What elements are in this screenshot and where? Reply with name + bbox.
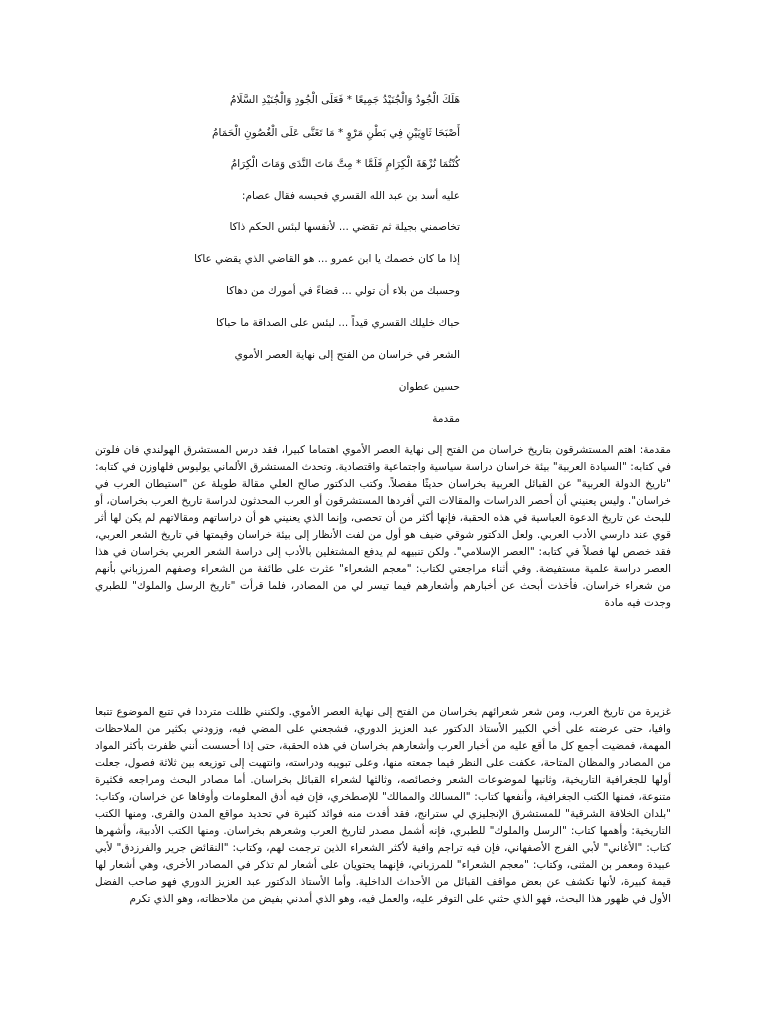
- poem-line-4: حباك خليلك القسري قيداً ... لبئس على الصداقة ما حباكا: [215, 317, 460, 329]
- author-name: حسين عطوان: [398, 381, 460, 393]
- section-heading: مقدمة: [432, 413, 460, 425]
- intro-line: عليه أسد بن عبد الله القسري فحبسه فقال عصام:: [241, 190, 460, 202]
- verse-line-1: هَلَكَ الْجُودُ وَالْجُنَيْدُ جَمِيعًا * فَعَلَى الْجُودِ وَالْجُنَيْدِ السَّلَامُ: [230, 94, 460, 106]
- introduction-paragraph-1: [95, 442, 671, 648]
- verse-line-3: كُنْتُمَا نُزْهَةَ الْكِرَامِ فَلَمَّا * مِتَّ مَاتَ النَّدَى وَمَاتَ الْكِرَامُ: [230, 158, 460, 170]
- paragraph-2-text: غزيرة من تاريخ العرب، ومن شعر شعرائهم بخراسان من الفتح إلى نهاية العصر الأموي. ولكنني ظللت مترددا في تتبع الموضوع تتبعا وافيا، حتى عرضته على أخي الكبير الأستاذ الدكتور عبد العزيز الدوري، فشجعني على المضي فيه، وزودني بكثير من الملاحظات المهمة، فمضيت أجمع كل ما أقع عليه من أخبار العرب وأشعارهم بخراسان في هذه الحقبة، حتى إذا أحسست أنني ظفرت بأكثر المواد من المصادر والمظان المتاحة، عكفت على النظر فيما جمعته منها، وعلى تبويبه ودراسته، وانتهيت إلى توزيعه بين ثلاثة فصول، جعلت أولها للجغرافية التاريخية، وثانيها لموضوعات الشعر وخصائصه، وثالثها لشعراء القبائل بخراسان. أما مصادر البحث ومراجعه فكثيرة متنوعة، فمنها الكتب الجغرافية، وأنفعها كتاب: "المسالك والممالك" للإصطخري، فإن فيه أدق المعلومات وأوفاها عن خراسان، وكتاب: "بلدان الخلافة الشرقية" للمستشرق الإنجليزي لي سترانج، فقد أفدت منه فوائد كثيرة في تحديد مواقع المدن والقرى. ومنها الكتب التاريخية: وأهمها كتاب: "الرسل والملوك" للطبري، فإنه أشمل مصدر لتاريخ العرب وشعرهم بخراسان. ومنها الكتب الأدبية، وأشهرها كتاب: "الأغاني" لأبي الفرج الأصفهاني، فإن فيه تراجم وافية لأكثر الشعراء الذين ترجمت لهم، وكتاب: "النقائض جرير والفرزدق" لأبي عبيدة ومعمر بن المثنى، وكتاب: "معجم الشعراء" للمرزباني، فإنهما يحتويان على أشعار لم تذكر في المصادر الأخرى، وهي أشعار لها قيمة كبيرة، لأنها تكشف عن بعض مواقف القبائل من الأحداث الداخلية. وأما الأستاذ الدكتور عبد العزيز الدوري فهو صاحب الفضل الأول في ظهور هذا البحث، فهو الذي حثني على التوفر عليه، والعمل فيه، وهو الذي أمدني بفيض من ملاحظاته، وهو الذي تكرم: [95, 706, 671, 905]
- poem-line-1: تخاصمني بجيلة ثم تقضي ... لأنفسها لبئس الحكم ذاكا: [229, 221, 460, 233]
- poem-line-2: إذا ما كان خصمك يا ابن عمرو ... هو القاضي الذي يقضي عاكا: [194, 253, 460, 265]
- book-title: الشعر في خراسان من الفتح إلى نهاية العصر الأموي: [234, 349, 460, 361]
- verse-line-2: أَصْبَحَا ثَاوِيَيْنِ فِي بَطْنِ مَرْوٍ * مَا تَغَنَّى عَلَى الْغُصُونِ الْحَمَامُ: [212, 127, 460, 139]
- introduction-paragraph-2: [95, 704, 671, 914]
- poem-line-3: وحسبك من بلاء أن تولي ... قضاءً في أمورك من دهاكا: [226, 285, 460, 297]
- paragraph-1-text: مقدمة: اهتم المستشرقون بتاريخ خراسان من الفتح إلى نهاية العصر الأموي اهتماما كبيرا، فقد درس المستشرق الهولندي فان فلوتن في كتابه: "السيادة العربية" بيئة خراسان دراسة سياسية واجتماعية واقتصادية. وتحدث المستشرق الألماني يوليوس فلهاوزن في كتابه: "تاريخ الدولة العربية" عن القبائل العربية بخراسان حديثًا مفصلاً. وكتب الدكتور صالح العلي مقالة طويلة عن "استيطان العرب في خراسان". وليس يعنيني أن أحصر الدراسات والمقالات التي أفردها المستشرقون أو العرب المحدثون لدراسة تاريخ العرب بخراسان، أو للبحث عن تاريخ الدعوة العباسية في هذه الحقبة، فإنها أكثر من أن تحصى، وإنما الذي يعنيني هو أن دراساتهم ومقالاتهم لم يكن لها أثر قوي عند دارسي الأدب العربي. ولعل الدكتور شوقي ضيف هو أول من لفت الأنظار إلى بيئة خراسان وقيمتها في تاريخ الشعر العربي، فقد خصص لها فصلاً في كتابه: "العصر الإسلامي". ولكن تنبيهه لم يدفع المشتغلين بالأدب إلى دراسة الشعر العربي بخراسان في هذا العصر دراسة علمية مستفيضة. وفي أثناء مراجعتي لكتاب: "معجم الشعراء" عثرت على طائفة من الشعراء وصفهم المرزباني بأنهم من شعراء خراسان. فأخذت أبحث عن أخبارهم وأشعارهم فيما تيسر لي من المصادر، فلما قرأت "تاريخ الرسل والملوك" للطبري وجدت فيه مادة: [95, 444, 671, 609]
